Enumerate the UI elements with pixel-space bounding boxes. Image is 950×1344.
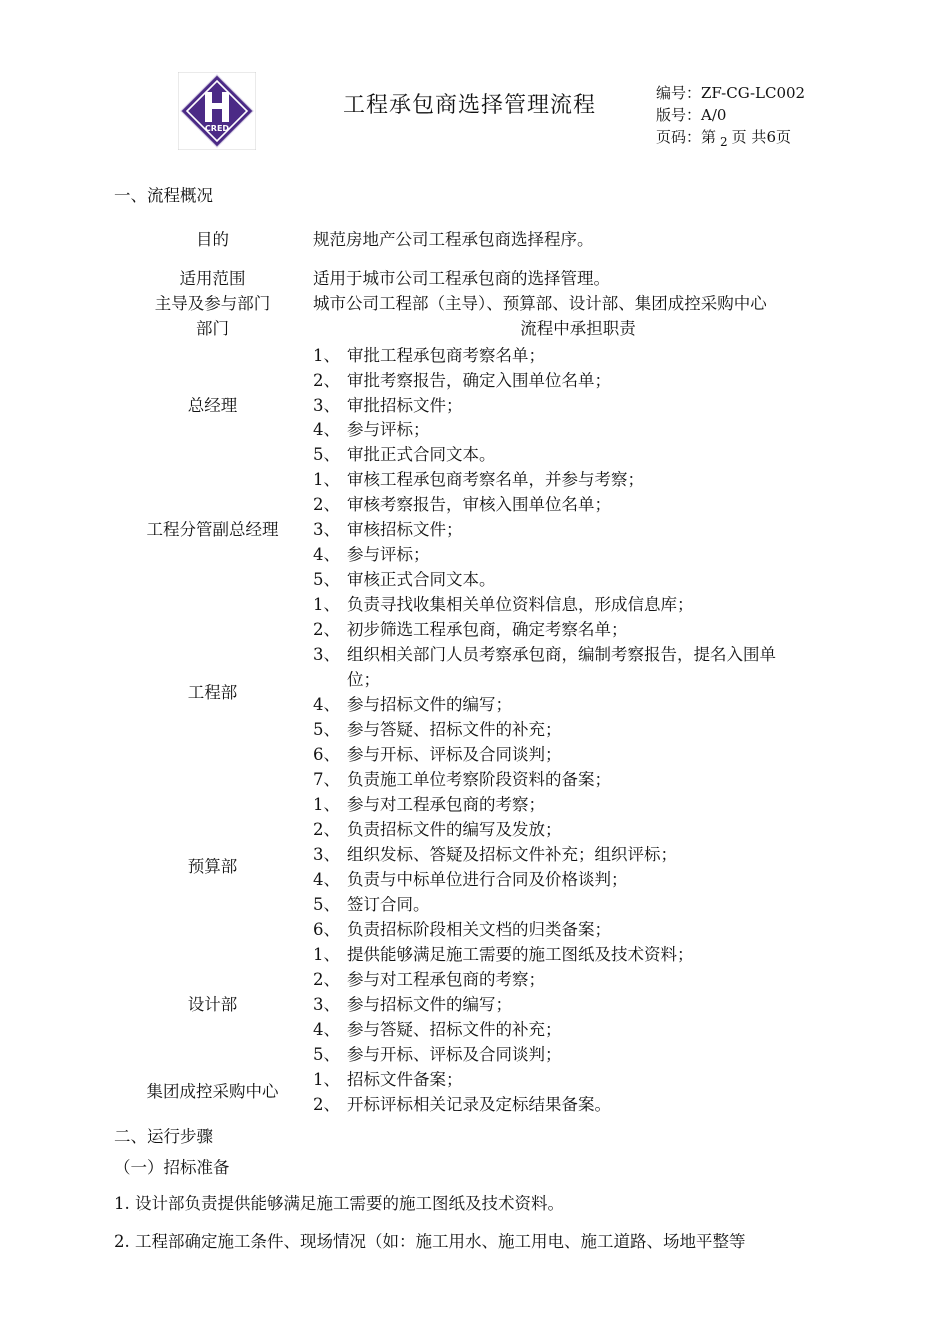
duty-item: 1、 负责寻找收集相关单位资料信息，形成信息库； — [313, 595, 694, 614]
subsection-heading-preparation: （一）招标准备 — [114, 1158, 230, 1177]
duty-item: 3、 审批招标文件； — [313, 396, 463, 415]
duty-column-header: 流程中承担职责 — [520, 319, 636, 338]
duty-item: 4、 参与评标； — [313, 545, 430, 564]
page-number: 2 — [720, 135, 728, 149]
duty-item: 5、 审核正式合同文本。 — [313, 570, 496, 589]
role-name: 预算部 — [187, 857, 238, 876]
role-name: 设计部 — [187, 995, 238, 1014]
duty-item: 5、 参与开标、评标及合同谈判； — [313, 1045, 562, 1064]
duty-item: 2、 审核考察报告，审核入围单位名单； — [313, 495, 611, 514]
role-name: 集团成控采购中心 — [146, 1082, 279, 1101]
step-paragraph: 1. 设计部负责提供能够满足施工需要的施工图纸及技术资料。 — [114, 1194, 564, 1213]
duty-item: 2、 负责招标文件的编写及发放； — [313, 820, 562, 839]
duty-item: 1、 审核工程承包商考察名单，并参与考察； — [313, 470, 644, 489]
purpose-label: 目的 — [196, 230, 229, 249]
duty-item-continuation: 位； — [347, 670, 380, 689]
page-mid: 页 共 — [731, 128, 767, 146]
duty-item: 4、 负责与中标单位进行合同及价格谈判； — [313, 870, 628, 889]
step-paragraph: 2. 工程部确定施工条件、现场情况（如：施工用水、施工用电、施工道路、场地平整等 — [114, 1232, 746, 1251]
logo-text: CRED — [204, 124, 230, 133]
duty-item: 3、 组织相关部门人员考察承包商，编制考察报告，提名入围单 — [313, 645, 776, 664]
duty-item: 5、 签订合同。 — [313, 895, 430, 914]
document-title: 工程承包商选择管理流程 — [343, 93, 597, 118]
page-indicator — [656, 126, 791, 147]
role-name: 总经理 — [187, 396, 238, 415]
duty-item: 1、 提供能够满足施工需要的施工图纸及技术资料； — [313, 945, 694, 964]
lead-departments-label: 主导及参与部门 — [154, 294, 271, 313]
purpose-text: 规范房地产公司工程承包商选择程序。 — [313, 230, 594, 249]
page-total: 6 — [766, 128, 776, 146]
duty-item: 4、 参与评标； — [313, 420, 430, 439]
scope-label: 适用范围 — [179, 269, 246, 288]
duty-item: 3、 审核招标文件； — [313, 520, 463, 539]
lead-departments-text: 城市公司工程部（主导）、预算部、设计部、集团成控采购中心 — [313, 294, 767, 313]
scope-text: 适用于城市公司工程承包商的选择管理。 — [313, 269, 610, 288]
duty-item: 1、 审批工程承包商考察名单； — [313, 346, 545, 365]
duty-item: 3、 参与招标文件的编写； — [313, 995, 512, 1014]
company-logo — [178, 72, 256, 150]
duty-item: 2、 初步筛选工程承包商，确定考察名单； — [313, 620, 628, 639]
section-heading-steps: 二、运行步骤 — [114, 1127, 213, 1146]
document-code: 编号：ZF-CG-LC002 — [656, 84, 806, 102]
duty-item: 2、 开标评标相关记录及定标结果备案。 — [313, 1095, 611, 1114]
department-column-header: 部门 — [196, 319, 229, 338]
page-suffix: 页 — [775, 128, 791, 146]
duty-item: 4、 参与招标文件的编写； — [313, 695, 512, 714]
role-name: 工程部 — [187, 683, 238, 702]
duty-item: 1、 参与对工程承包商的考察； — [313, 795, 545, 814]
duty-item: 1、 招标文件备案； — [313, 1070, 463, 1089]
page-prefix: 页码：第 — [656, 128, 717, 146]
duty-item: 4、 参与答疑、招标文件的补充； — [313, 1020, 562, 1039]
duty-item: 6、 负责招标阶段相关文档的归类备案； — [313, 920, 611, 939]
duty-item: 7、 负责施工单位考察阶段资料的备案； — [313, 770, 611, 789]
duty-item: 5、 审批正式合同文本。 — [313, 445, 496, 464]
duty-item: 3、 组织发标、答疑及招标文件补充；组织评标； — [313, 845, 677, 864]
document-version: 版号：A/0 — [656, 106, 727, 124]
section-heading-overview: 一、流程概况 — [114, 186, 213, 205]
role-name: 工程分管副总经理 — [146, 520, 279, 539]
duty-item: 5、 参与答疑、招标文件的补充； — [313, 720, 562, 739]
duty-item: 2、 参与对工程承包商的考察； — [313, 970, 545, 989]
duty-item: 6、 参与开标、评标及合同谈判； — [313, 745, 562, 764]
duty-item: 2、 审批考察报告，确定入围单位名单； — [313, 371, 611, 390]
